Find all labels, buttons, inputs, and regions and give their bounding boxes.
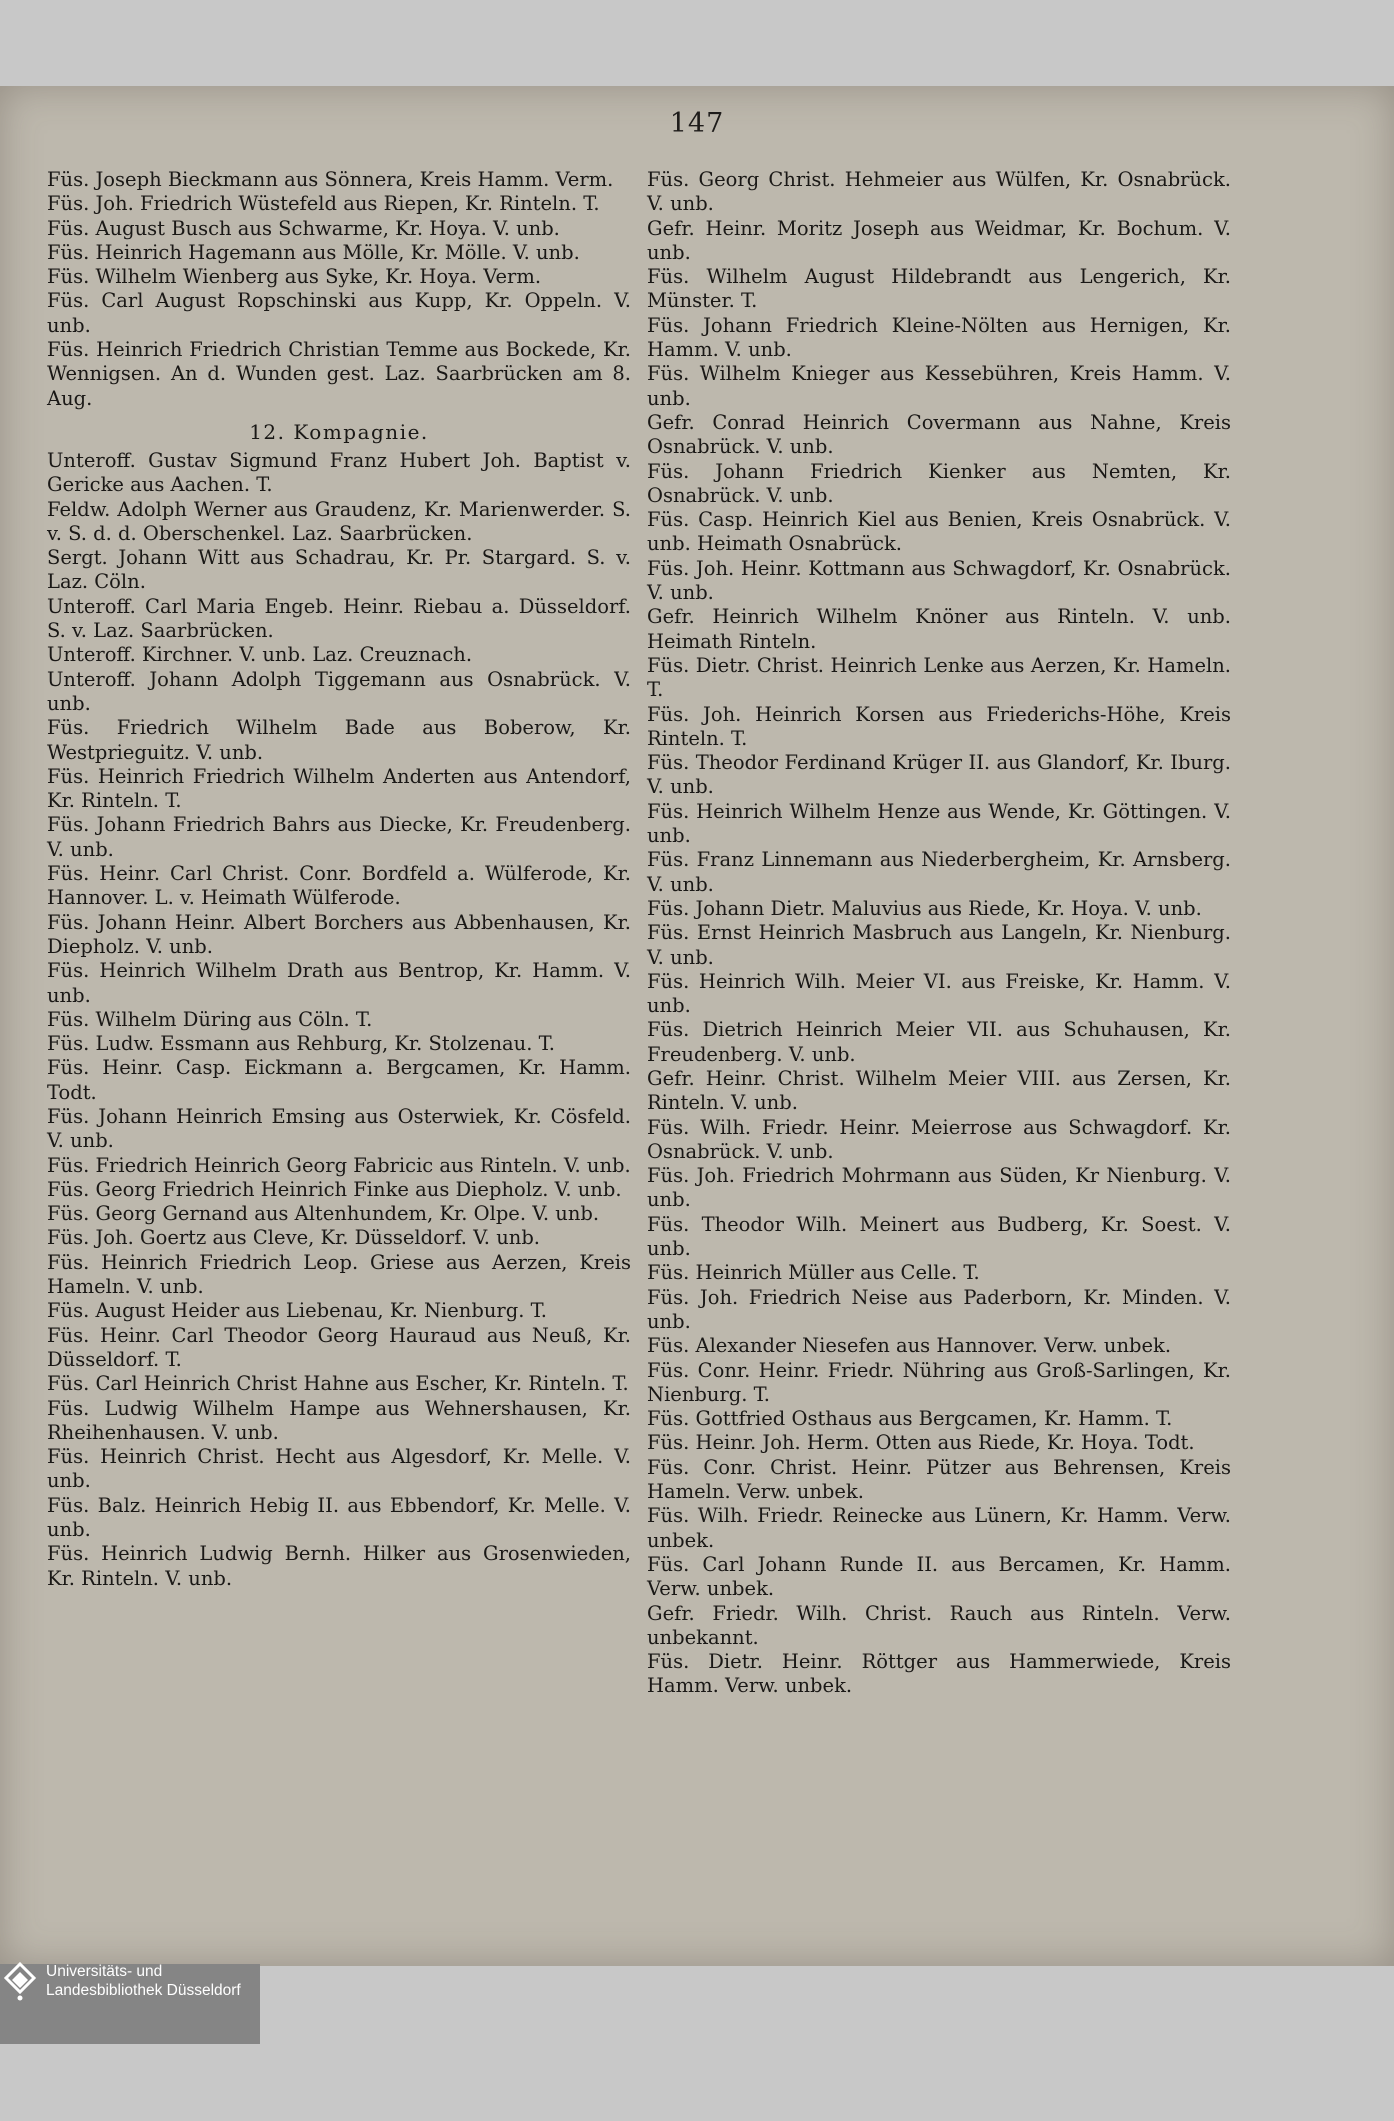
roster-entry: Füs. Heinrich Müller aus Celle. T. <box>647 1261 980 1285</box>
roster-entry: Füs. Johann Friedrich Bahrs aus Diecke, Kr. Freudenberg. V. unb. <box>47 813 631 861</box>
roster-entry: Sergt. Johann Witt aus Schadrau, Kr. Pr. Stargard. S. v. Laz. Cöln. <box>47 546 631 594</box>
roster-entry: Füs. Joh. Friedrich Mohrmann aus Süden, Kr Nienburg. V. unb. <box>647 1164 1231 1212</box>
roster-entry: Füs. Heinr. Carl Theodor Georg Hauraud aus Neuß, Kr. Düsseldorf. T. <box>47 1323 631 1371</box>
roster-entry: Füs. Joh. Heinrich Korsen aus Friederichs-Höhe, Kreis Rinteln. T. <box>647 702 1231 750</box>
roster-entry: Füs. Dietrich Heinrich Meier VII. aus Schuhausen, Kr. Freudenberg. V. unb. <box>647 1018 1231 1066</box>
roster-entry: Unteroff. Kirchner. V. unb. Laz. Creuznach. <box>47 643 473 667</box>
left-column <box>47 168 631 1591</box>
roster-entry: Füs. Wilhelm Düring aus Cöln. T. <box>47 1007 373 1031</box>
roster-entry: Füs. Heinrich Wilhelm Henze aus Wende, Kr. Göttingen. V. unb. <box>647 799 1231 848</box>
roster-entry: Füs. Joh. Friedrich Neise aus Paderborn, Kr. Minden. V. unb. <box>647 1285 1231 1333</box>
roster-entry: Füs. Georg Friedrich Heinrich Finke aus Diepholz. V. unb. <box>47 1177 622 1201</box>
institution-line-1: Universitäts- und <box>46 1963 163 1980</box>
roster-entry: Füs. Johann Heinr. Albert Borchers aus Abbenhausen, Kr. Diepholz. V. unb. <box>47 910 631 958</box>
roster-entry: Füs. August Busch aus Schwarme, Kr. Hoya. V. unb. <box>47 216 560 240</box>
roster-entry: Füs. Heinr. Carl Christ. Conr. Bordfeld a. Wülferode, Kr. Hannover. L. v. Heimath Wülferode. <box>47 862 631 910</box>
roster-entry: Füs. Heinr. Casp. Eickmann a. Bergcamen, Kr. Hamm. Todt. <box>47 1056 631 1104</box>
roster-entry: Füs. Carl August Ropschinski aus Kupp, Kr. Oppeln. V. unb. <box>47 289 631 337</box>
right-entries <box>647 168 1231 1699</box>
roster-entry: Gefr. Conrad Heinrich Covermann aus Nahne, Kreis Osnabrück. V. unb. <box>647 410 1231 459</box>
roster-entry: Füs. Heinr. Joh. Herm. Otten aus Riede, Kr. Hoya. Todt. <box>647 1431 1195 1455</box>
page-number: 147 <box>669 108 725 139</box>
roster-entry: Füs. Johann Friedrich Kleine-Nölten aus Hernigen, Kr. Hamm. V. unb. <box>647 313 1231 362</box>
roster-entry: Füs. Ludw. Essmann aus Rehburg, Kr. Stolzenau. T. <box>47 1032 555 1056</box>
roster-entry: Füs. Alexander Niesefen aus Hannover. Verw. unbek. <box>647 1334 1172 1358</box>
roster-entry: Füs. Casp. Heinrich Kiel aus Benien, Kreis Osnabrück. V. unb. Heimath Osnabrück. <box>647 508 1231 556</box>
company-heading: 12. Kompagnie. <box>249 419 429 444</box>
roster-entry: Füs. Heinrich Friedrich Christian Temme aus Bockede, Kr. Wennigsen. An d. Wunden gest. Laz. Saarbrücken am 8. Aug. <box>47 338 631 410</box>
roster-entry: Füs. Heinrich Wilh. Meier VI. aus Freiske, Kr. Hamm. V. unb. <box>647 969 1231 1018</box>
roster-entry: Füs. Ernst Heinrich Masbruch aus Langeln, Kr. Nienburg. V. unb. <box>647 921 1231 969</box>
roster-entry: Füs. Gottfried Osthaus aus Bergcamen, Kr. Hamm. T. <box>647 1407 1173 1431</box>
roster-entry: Füs. Johann Heinrich Emsing aus Osterwiek, Kr. Cösfeld. V. unb. <box>47 1104 631 1153</box>
roster-entry: Gefr. Friedr. Wilh. Christ. Rauch aus Rinteln. Verw. unbekannt. <box>647 1601 1231 1649</box>
roster-entry: Füs. Wilhelm Knieger aus Kessebühren, Kreis Hamm. V. unb. <box>647 362 1231 410</box>
roster-entry: Füs. Balz. Heinrich Hebig II. aus Ebbendorf, Kr. Melle. V. unb. <box>47 1493 631 1542</box>
left-entries-top <box>47 168 631 411</box>
roster-entry: Feldw. Adolph Werner aus Graudenz, Kr. Marienwerder. S. v. S. d. d. Oberschenkel. Laz. Saarbrücken. <box>47 497 631 545</box>
roster-entry: Füs. Dietr. Christ. Heinrich Lenke aus Aerzen, Kr. Hameln. T. <box>647 653 1231 702</box>
roster-entry: Füs. Franz Linnemann aus Niederbergheim, Kr. Arnsberg. V. unb. <box>647 848 1231 896</box>
roster-entry: Füs. Heinrich Wilhelm Drath aus Bentrop, Kr. Hamm. V. unb. <box>47 959 631 1007</box>
left-entries-bottom <box>47 449 631 1591</box>
roster-entry: Füs. Theodor Wilh. Meinert aus Budberg, Kr. Soest. V. unb. <box>647 1212 1231 1261</box>
roster-entry: Füs. Conr. Christ. Heinr. Pützer aus Behrensen, Kreis Hameln. Verw. unbek. <box>647 1455 1231 1504</box>
roster-entry: Füs. Heinrich Ludwig Bernh. Hilker aus Grosenwieden, Kr. Rinteln. V. unb. <box>47 1542 631 1590</box>
roster-entry: Füs. Johann Friedrich Kienker aus Nemten, Kr. Osnabrück. V. unb. <box>647 459 1231 507</box>
roster-entry: Gefr. Heinr. Moritz Joseph aus Weidmar, Kr. Bochum. V. unb. <box>647 216 1231 264</box>
roster-entry: Gefr. Heinr. Christ. Wilhelm Meier VIII. aus Zersen, Kr. Rinteln. V. unb. <box>647 1066 1231 1115</box>
roster-entry: Füs. Carl Johann Runde II. aus Bercamen, Kr. Hamm. Verw. unbek. <box>647 1552 1231 1601</box>
roster-entry: Füs. Heinrich Friedrich Wilhelm Anderten aus Antendorf, Kr. Rinteln. T. <box>47 764 631 813</box>
roster-entry: Füs. Heinrich Friedrich Leop. Griese aus Aerzen, Kreis Hameln. V. unb. <box>47 1250 631 1299</box>
ulb-diamond-logo-icon <box>2 1960 38 2004</box>
roster-entry: Füs. Georg Christ. Hehmeier aus Wülfen, Kr. Osnabrück. V. unb. <box>647 168 1231 216</box>
roster-entry: Füs. Wilhelm August Hildebrandt aus Lengerich, Kr. Münster. T. <box>647 265 1231 313</box>
roster-entry: Füs. Joh. Heinr. Kottmann aus Schwagdorf, Kr. Osnabrück. V. unb. <box>647 556 1231 605</box>
roster-entry: Füs. Joseph Bieckmann aus Sönnera, Kreis Hamm. Verm. <box>47 168 614 191</box>
roster-entry: Füs. Joh. Goertz aus Cleve, Kr. Düsseldorf. V. unb. <box>47 1226 540 1250</box>
roster-entry: Füs. Conr. Heinr. Friedr. Nühring aus Groß-Sarlingen, Kr. Nienburg. T. <box>647 1358 1231 1406</box>
right-column <box>647 168 1231 1699</box>
roster-entry: Füs. Theodor Ferdinand Krüger II. aus Glandorf, Kr. Iburg. V. unb. <box>647 751 1231 799</box>
roster-entry: Füs. Wilhelm Wienberg aus Syke, Kr. Hoya. Verm. <box>47 265 542 289</box>
roster-entry: Füs. Joh. Friedrich Wüstefeld aus Riepen, Kr. Rinteln. T. <box>47 192 600 216</box>
roster-entry: Füs. Dietr. Heinr. Röttger aus Hammerwiede, Kreis Hamm. Verw. unbek. <box>647 1650 1231 1698</box>
roster-entry: Füs. Georg Gernand aus Altenhundem, Kr. Olpe. V. unb. <box>47 1202 600 1226</box>
roster-entry: Füs. Johann Dietr. Maluvius aus Riede, Kr. Hoya. V. unb. <box>647 896 1202 920</box>
roster-entry: Füs. Wilh. Friedr. Reinecke aus Lünern, Kr. Hamm. Verw. unbek. <box>647 1504 1231 1552</box>
roster-entry: Unteroff. Carl Maria Engeb. Heinr. Riebau a. Düsseldorf. S. v. Laz. Saarbrücken. <box>47 594 631 643</box>
roster-entry: Füs. Wilh. Friedr. Heinr. Meierrose aus Schwagdorf. Kr. Osnabrück. V. unb. <box>647 1115 1231 1163</box>
roster-entry: Füs. Friedrich Wilhelm Bade aus Boberow, Kr. Westprieguitz. V. unb. <box>47 716 631 764</box>
roster-entry: Füs. Friedrich Heinrich Georg Fabricic aus Rinteln. V. unb. <box>47 1153 631 1177</box>
institution-line-2: Landesbibliothek Düsseldorf <box>46 1982 241 1999</box>
roster-entry: Unteroff. Johann Adolph Tiggemann aus Osnabrück. V. unb. <box>47 667 631 715</box>
roster-entry: Gefr. Heinrich Wilhelm Knöner aus Rinteln. V. unb. Heimath Rinteln. <box>647 605 1231 653</box>
roster-entry: Füs. Ludwig Wilhelm Hampe aus Wehnershausen, Kr. Rheihenhausen. V. unb. <box>47 1396 631 1444</box>
roster-entry: Füs. Carl Heinrich Christ Hahne aus Escher, Kr. Rinteln. T. <box>47 1372 629 1396</box>
roster-entry: Unteroff. Gustav Sigmund Franz Hubert Joh. Baptist v. Gericke aus Aachen. T. <box>47 448 631 497</box>
roster-entry: Füs. August Heider aus Liebenau, Kr. Nienburg. T. <box>47 1299 547 1323</box>
institution-label <box>46 1962 241 2000</box>
roster-entry: Füs. Heinrich Hagemann aus Mölle, Kr. Mölle. V. unb. <box>47 240 580 264</box>
roster-entry: Füs. Heinrich Christ. Hecht aus Algesdorf, Kr. Melle. V. unb. <box>47 1445 631 1493</box>
